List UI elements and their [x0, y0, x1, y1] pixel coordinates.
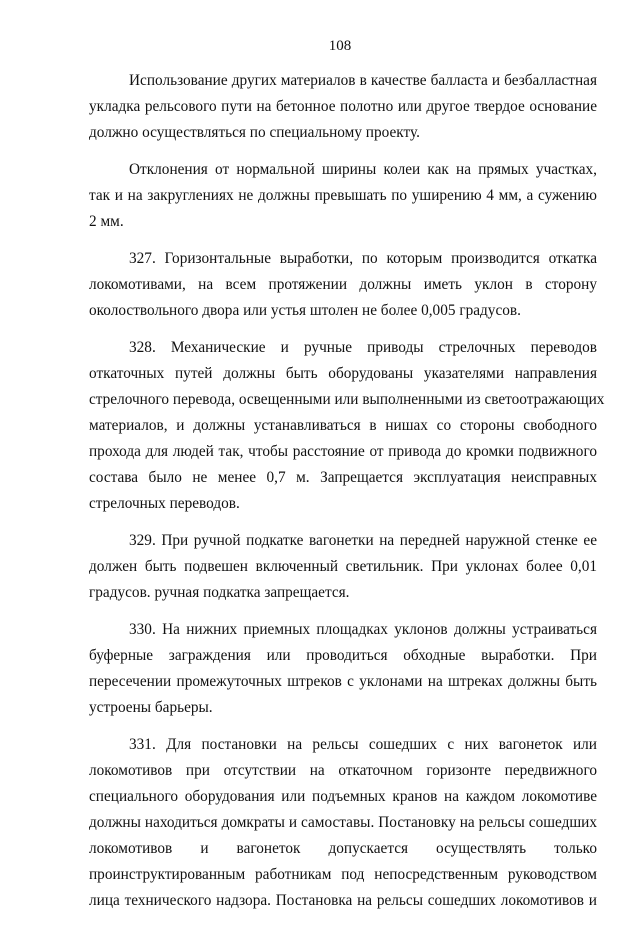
text-line: лица технического надзора. Постановка на рельсы сошедших локомотивов и	[89, 892, 597, 909]
text-line: 331. Для постановки на рельсы сошедших с них вагонеток или	[129, 736, 597, 753]
text-line: буферные заграждения или проводиться обходные выработки. При	[89, 647, 597, 664]
text-line: 327. Горизонтальные выработки, по которым производится откатка	[129, 250, 597, 267]
text-line: укладка рельсового пути на бетонное полотно или другое твердое основание	[89, 98, 597, 115]
text-line: стрелочных переводов.	[89, 495, 240, 512]
text-line: 328. Механические и ручные приводы стрелочных переводов	[129, 339, 597, 356]
document-body	[89, 68, 605, 925]
text-line: Отклонения от нормальной ширины колеи как на прямых участках,	[129, 161, 597, 178]
paragraph-327	[89, 246, 597, 324]
page-number: 108	[328, 38, 352, 54]
text-line: локомотивов и вагонеток допускается осуществлять только	[89, 840, 597, 857]
paragraph-331	[89, 732, 597, 914]
text-line: так и на закруглениях не должны превышать по уширению 4 мм, а сужению	[89, 187, 597, 204]
text-line: состава было не менее 0,7 м. Запрещается эксплуатация неисправных	[89, 469, 597, 486]
text-line: 329. При ручной подкатке вагонетки на передней наружной стенке ее	[129, 532, 597, 549]
text-line: должны находиться домкраты и самоставы. Постановку на рельсы сошедших	[89, 814, 597, 831]
text-line: специального оборудования или подъемных кранов на каждом локомотиве	[89, 788, 597, 805]
text-line: пересечении промежуточных штреков с уклонами на штреках должны быть	[89, 673, 597, 690]
paragraph-330	[89, 617, 597, 721]
text-line: 2 мм.	[89, 213, 124, 230]
text-line: локомотивами, на всем протяжении должны иметь уклон в сторону	[89, 276, 597, 293]
paragraph-328	[89, 335, 605, 517]
text-line: стрелочного перевода, освещенными или выполненными из светоотражающих	[89, 391, 605, 408]
text-line: должно осуществляться по специальному проекту.	[89, 124, 420, 141]
paragraph-gauge-deviation	[89, 157, 597, 235]
text-line: прохода для людей так, чтобы расстояние от привода до кромки подвижного	[89, 443, 597, 460]
text-line: 330. На нижних приемных площадках уклонов должны устраиваться	[129, 621, 597, 638]
text-line: Использование других материалов в качестве балласта и безбалластная	[129, 72, 597, 89]
text-line: материалов, и должны устанавливаться в нишах со стороны свободного	[89, 417, 597, 434]
text-line: устроены барьеры.	[89, 699, 213, 716]
paragraph-329	[89, 528, 597, 606]
paragraph-ballast	[89, 68, 597, 146]
text-line: околоствольного двора или устья штолен не более 0,005 градусов.	[89, 302, 521, 319]
text-line: откаточных путей должны быть оборудованы указателями направления	[89, 365, 597, 382]
text-line: должен быть подвешен включенный светильник. При уклонах более 0,01	[89, 558, 597, 575]
text-line: локомотивов при отсутствии на откаточном горизонте передвижного	[89, 762, 597, 779]
text-line: проинструктированным работникам под непосредственным руководством	[89, 866, 597, 883]
text-line: градусов. ручная подкатка запрещается.	[89, 584, 350, 601]
